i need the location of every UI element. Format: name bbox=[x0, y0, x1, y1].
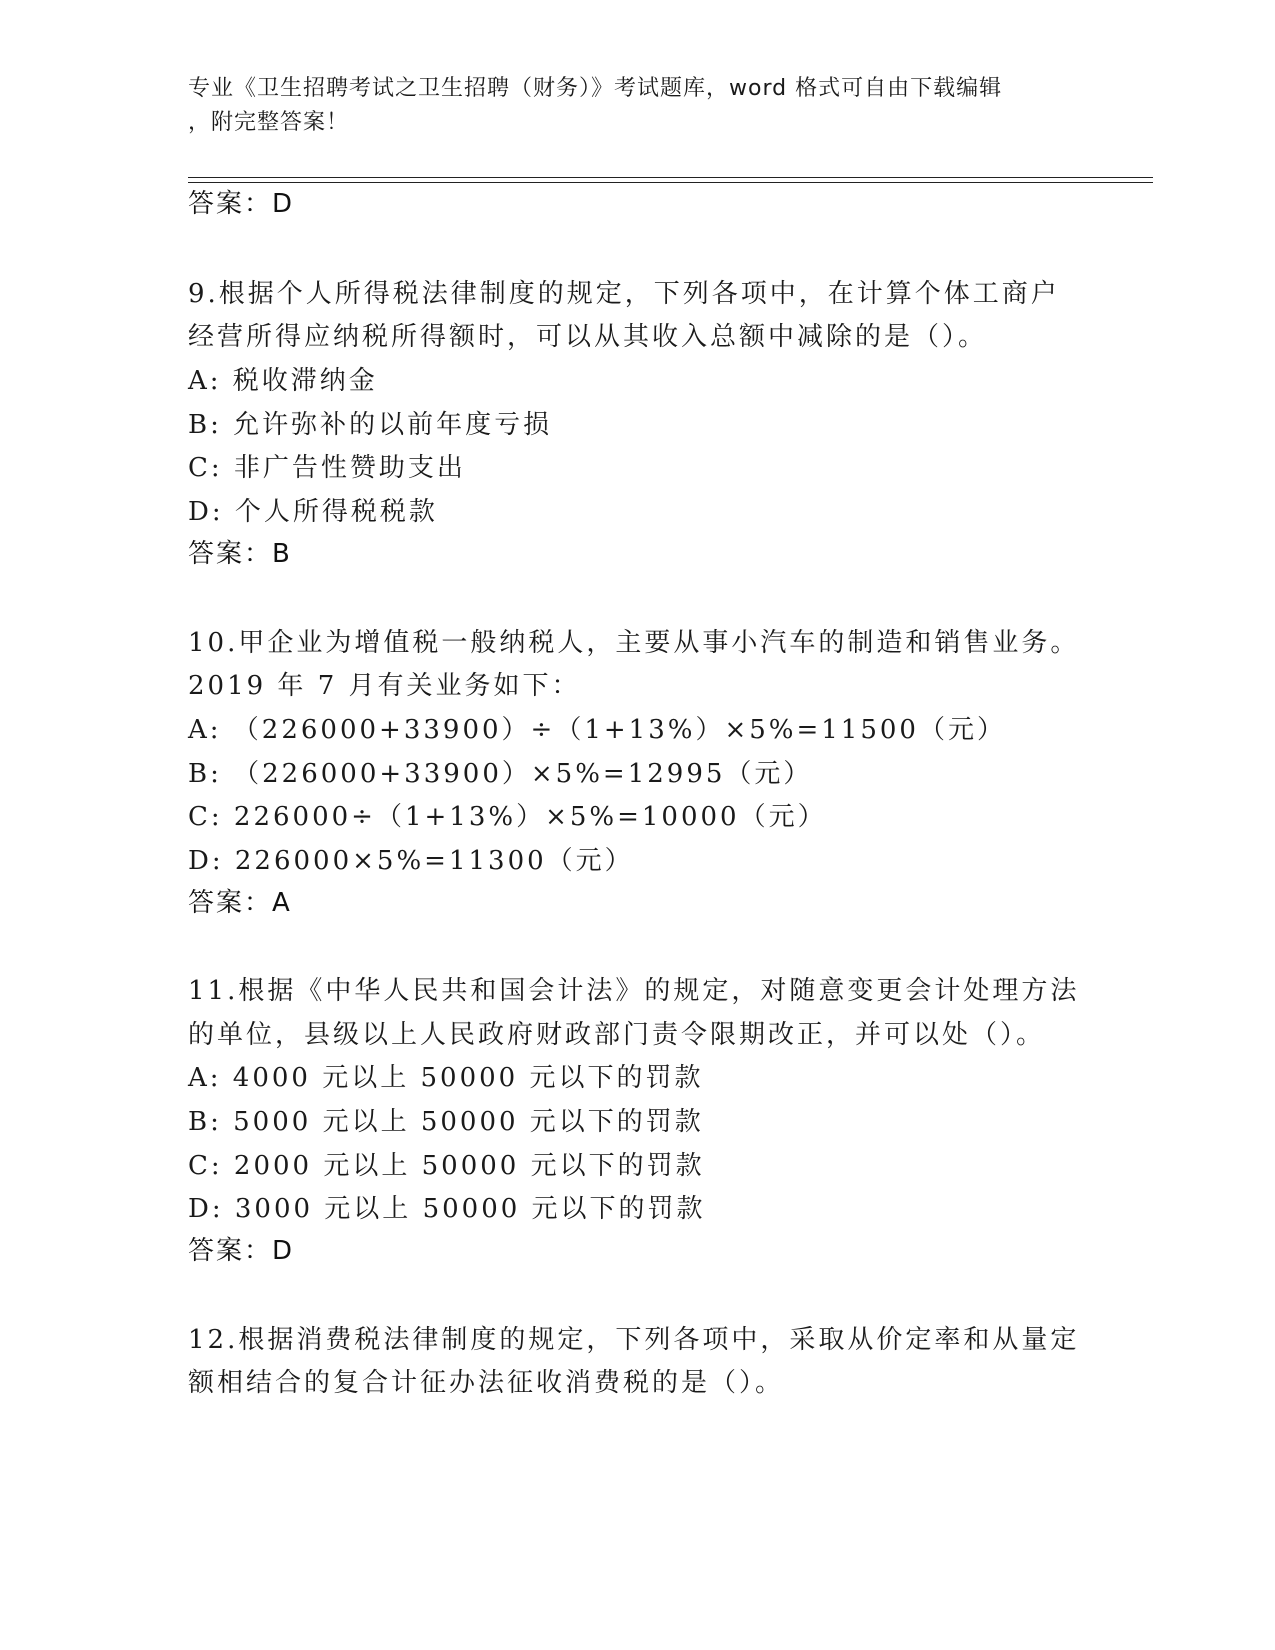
previous-answer: 答案：D bbox=[188, 189, 295, 219]
question-10-option-a: A: （226000+33900）÷（1+13%）×5%=11500（元） bbox=[188, 715, 1006, 745]
question-9-answer: 答案：B bbox=[188, 539, 292, 569]
question-11-stem-line-2: 的单位，县级以上人民政府财政部门责令限期改正，并可以处（）。 bbox=[188, 1020, 1046, 1050]
question-9-option-c: C: 非广告性赞助支出 bbox=[188, 453, 466, 483]
question-10-stem-line-1: 10.甲企业为增值税一般纳税人，主要从事小汽车的制造和销售业务。 bbox=[188, 628, 1080, 658]
header-line-2: ，附完整答案！ bbox=[188, 110, 350, 135]
question-11-option-b: B: 5000 元以上 50000 元以下的罚款 bbox=[188, 1107, 704, 1137]
header-divider-bottom bbox=[188, 182, 1153, 183]
question-9-option-a: A: 税收滞纳金 bbox=[188, 366, 378, 396]
question-9-stem-line-2: 经营所得应纳税所得额时，可以从其收入总额中减除的是（）。 bbox=[188, 322, 988, 352]
question-11-stem-line-1: 11.根据《中华人民共和国会计法》的规定，对随意变更会计处理方法 bbox=[188, 976, 1080, 1006]
question-10-option-c: C: 226000÷（1+13%）×5%=10000（元） bbox=[188, 802, 827, 832]
question-12-stem-line-2: 额相结合的复合计征办法征收消费税的是（）。 bbox=[188, 1368, 785, 1398]
question-11-option-d: D: 3000 元以上 50000 元以下的罚款 bbox=[188, 1194, 706, 1224]
header-divider-top bbox=[188, 177, 1153, 178]
question-10-option-b: B: （226000+33900）×5%=12995（元） bbox=[188, 759, 813, 789]
header-line-1: 专业《卫生招聘考试之卫生招聘（财务）》考试题库，word 格式可自由下载编辑 bbox=[188, 76, 1003, 101]
document-header bbox=[188, 72, 1088, 140]
question-9-stem-line-1: 9.根据个人所得税法律制度的规定，下列各项中，在计算个体工商户 bbox=[188, 279, 1060, 309]
question-11-option-c: C: 2000 元以上 50000 元以下的罚款 bbox=[188, 1151, 705, 1181]
question-9-option-d: D: 个人所得税税款 bbox=[188, 497, 438, 527]
question-10-answer: 答案：A bbox=[188, 888, 292, 918]
question-11-answer: 答案：D bbox=[188, 1236, 295, 1266]
question-12-stem-line-1: 12.根据消费税法律制度的规定，下列各项中，采取从价定率和从量定 bbox=[188, 1325, 1080, 1355]
question-9-option-b: B: 允许弥补的以前年度亏损 bbox=[188, 410, 553, 440]
question-10-stem-line-2: 2019 年 7 月有关业务如下： bbox=[188, 671, 581, 701]
question-11-option-a: A: 4000 元以上 50000 元以下的罚款 bbox=[188, 1063, 704, 1093]
question-10-option-d: D: 226000×5%=11300（元） bbox=[188, 846, 634, 876]
